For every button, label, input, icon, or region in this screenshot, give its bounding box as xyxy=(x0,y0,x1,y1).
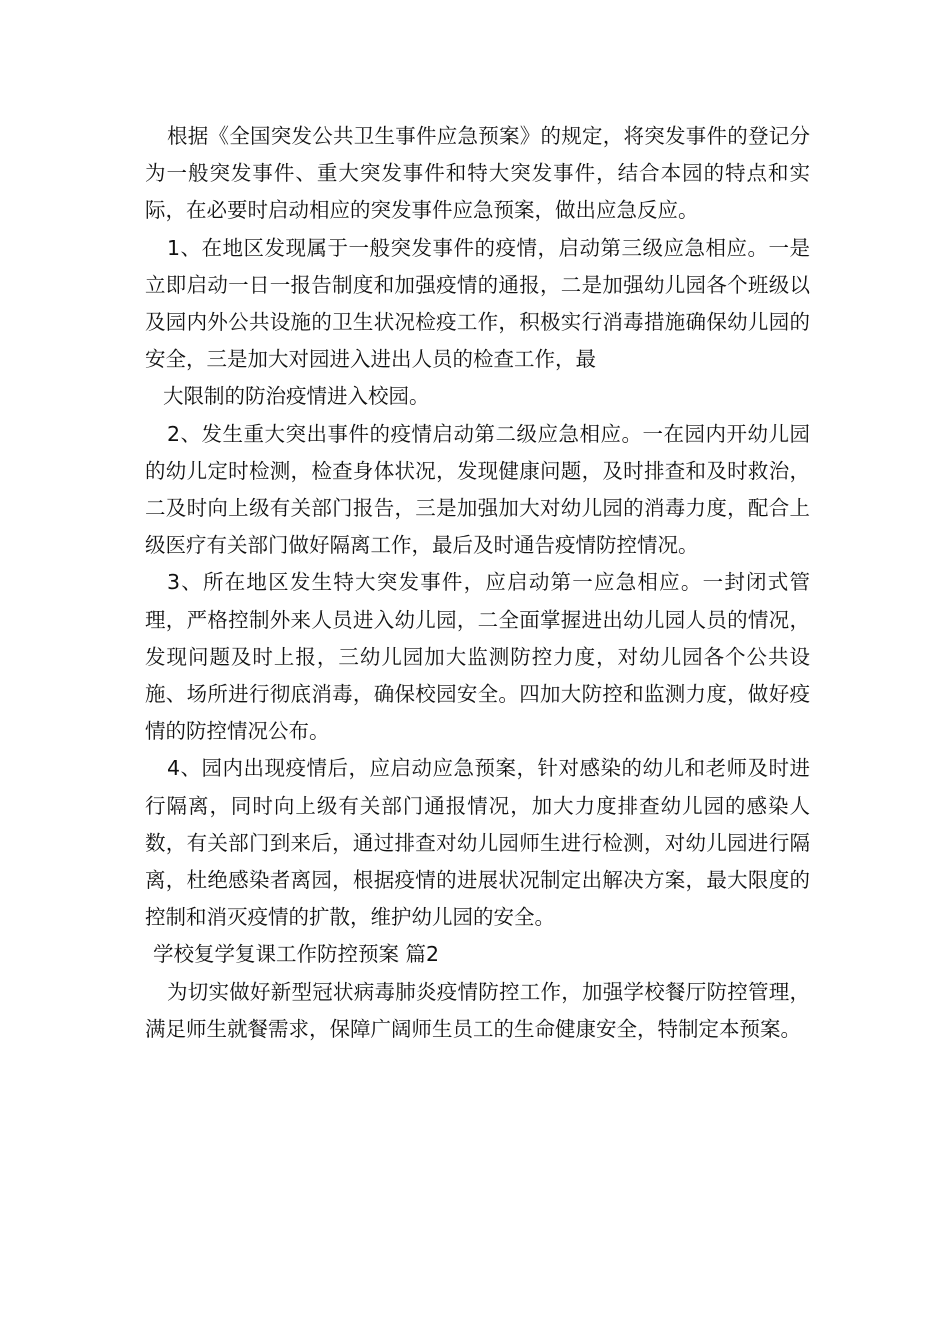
paragraph-intro: 根据《全国突发公共卫生事件应急预案》的规定，将突发事件的登记分为一般突发事件、重大突发事件和特大突发事件，结合本园的特点和实际，在必要时启动相应的突发事件应急预案，做出应急反应。 xyxy=(145,124,810,223)
paragraph-item-2: 2、发生重大突出事件的疫情启动第二级应急相应。一在园内开幼儿园的幼儿定时检测，检查身体状况，发现健康问题，及时排查和及时救治，二及时向上级有关部门报告，三是加强加大对幼儿园的消毒力度，配合上级医疗有关部门做好隔离工作，最后及时通告疫情防控情况。 xyxy=(145,421,810,558)
paragraph-section-2-intro: 为切实做好新型冠状病毒肺炎疫情防控工作，加强学校餐厅防控管理，满足师生就餐需求，保障广阔师生员工的生命健康安全，特制定本预案。 xyxy=(145,979,810,1041)
paragraph-item-4: 4、园内出现疫情后，应启动应急预案，针对感染的幼儿和老师及时进行隔离，同时向上级有关部门通报情况，加大力度排查幼儿园的感染人数，有关部门到来后，通过排查对幼儿园师生进行检测，对幼儿园进行隔离，杜绝感染者离园，根据疫情的进展状况制定出解决方案，最大限度的控制和消灭疫情的扩散，维护幼儿园的安全。 xyxy=(145,756,810,930)
paragraph-item-1: 1、在地区发现属于一般突发事件的疫情，启动第三级应急相应。一是立即启动一日一报告制度和加强疫情的通报，二是加强幼儿园各个班级以及园内外公共设施的卫生状况检疫工作，积极实行消毒措施确保幼儿园的安全，三是加大对园进入进出人员的检查工作，最 xyxy=(145,235,810,372)
document-page xyxy=(145,118,810,1048)
paragraph-item-3: 3、所在地区发生特大突发事件，应启动第一应急相应。一封闭式管理，严格控制外来人员进入幼儿园，二全面掌握进出幼儿园人员的情况，发现问题及时上报，三幼儿园加大监测防控力度，对幼儿园各个公共设施、场所进行彻底消毒，确保校园安全。四加大防控和监测力度，做好疫情的防控情况公布。 xyxy=(145,570,810,744)
section-heading: 学校复学复课工作防控预案 篇2 xyxy=(153,942,440,967)
paragraph-item-1-continued: 大限制的防治疫情进入校园。 xyxy=(163,384,430,409)
